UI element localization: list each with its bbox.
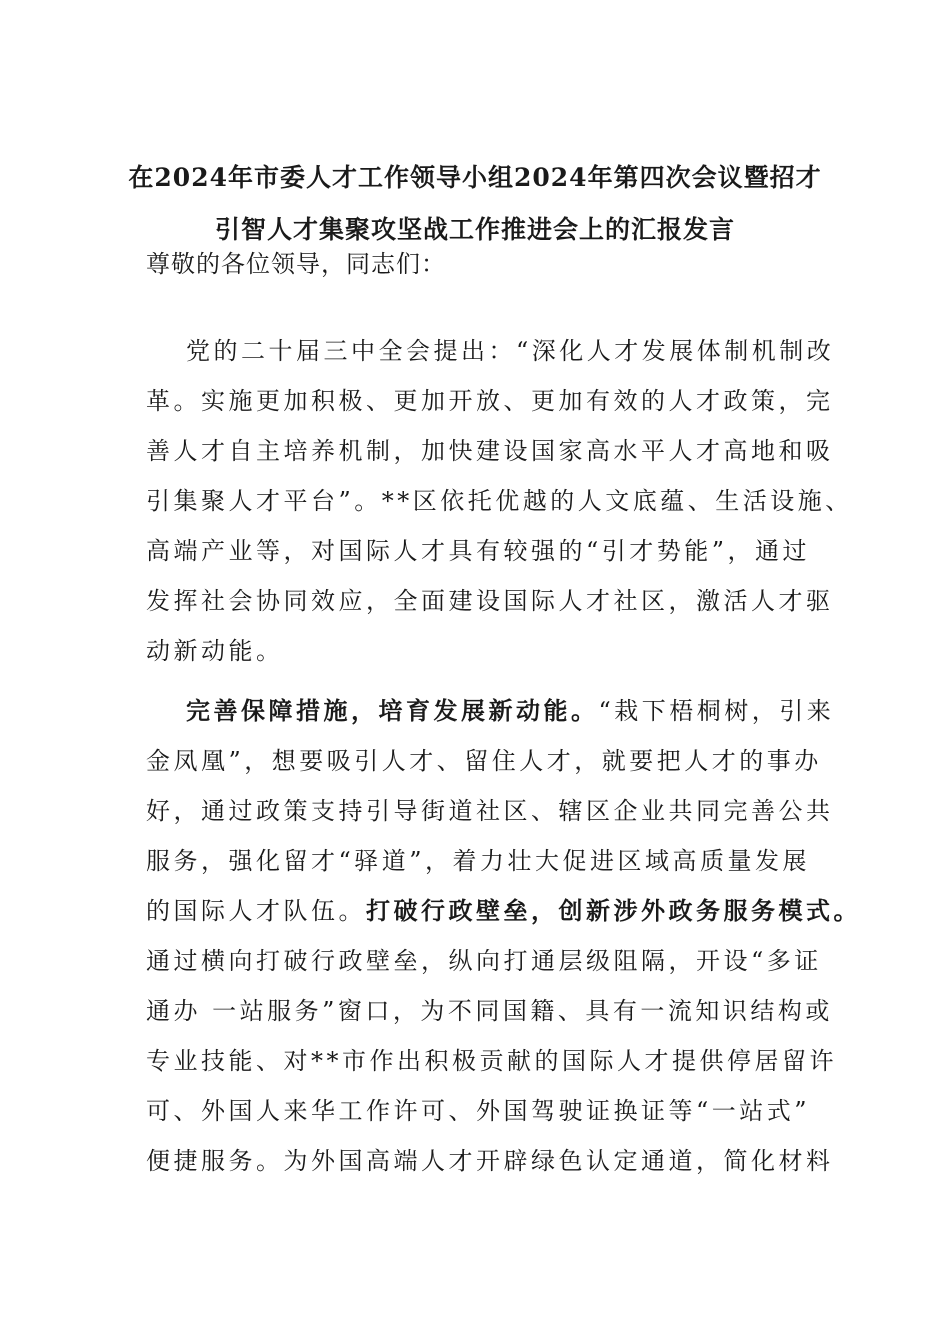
salutation: 尊敬的各位领导，同志们： (146, 250, 446, 278)
paragraph-2-text: “栽下梧桐树，引来 (598, 697, 835, 725)
document-title-line-2: 引智人才集聚攻坚战工作推进会上的汇报发言 (214, 215, 735, 244)
paragraph-2-line: 便捷服务。为外国高端人才开辟绿色认定通道，简化材料 (146, 1147, 834, 1175)
paragraph-1-line: 高端产业等，对国际人才具有较强的“引才势能”，通过 (146, 537, 811, 565)
paragraph-1-line: 动新动能。 (146, 637, 284, 665)
paragraph-1-line: 革。实施更加积极、更加开放、更加有效的人才政策，完 (146, 387, 834, 415)
paragraph-2-line (146, 686, 836, 736)
paragraph-2-line: 好，通过政策支持引导街道社区、辖区企业共同完善公共 (146, 797, 834, 825)
paragraph-2-line: 金凤凰”，想要吸引人才、留住人才，就要把人才的事办 (146, 747, 822, 775)
paragraph-1-line: 发挥社会协同效应，全面建设国际人才社区，激活人才驱 (146, 587, 834, 615)
paragraph-2-line: 服务，强化留才“驿道”，着力壮大促进区域高质量发展 (146, 847, 811, 875)
paragraph-1-line: 善人才自主培养机制，加快建设国家高水平人才高地和吸 (146, 437, 834, 465)
paragraph-2 (146, 686, 861, 1186)
paragraph-1 (146, 326, 853, 676)
section-heading-admin-barriers: 打破行政壁垒，创新涉外政务服务模式。 (366, 896, 861, 925)
paragraph-2-line: 通过横向打破行政壁垒，纵向打通层级阻隔，开设“多证 (146, 947, 822, 975)
section-heading-support-measures: 完善保障措施，培育发展新动能。 (186, 696, 599, 725)
document-title-line-1: 在2024年市委人才工作领导小组2024年第四次会议暨招才 (128, 163, 822, 192)
paragraph-1-line: 党的二十届三中全会提出：“深化人才发展体制机制改 (186, 337, 835, 365)
paragraph-2-line (146, 886, 861, 936)
paragraph-2-line: 专业技能、对**市作出积极贡献的国际人才提供停居留许 (146, 1047, 837, 1075)
paragraph-2-line: 通办 一站服务”窗口，为不同国籍、具有一流知识结构或 (146, 997, 833, 1025)
paragraph-2-text: 的国际人才队伍。 (146, 897, 366, 925)
paragraph-2-line: 可、外国人来华工作许可、外国驾驶证换证等“一站式” (146, 1097, 811, 1125)
paragraph-1-line: 引集聚人才平台”。**区依托优越的人文底蕴、生活设施、 (146, 487, 853, 515)
